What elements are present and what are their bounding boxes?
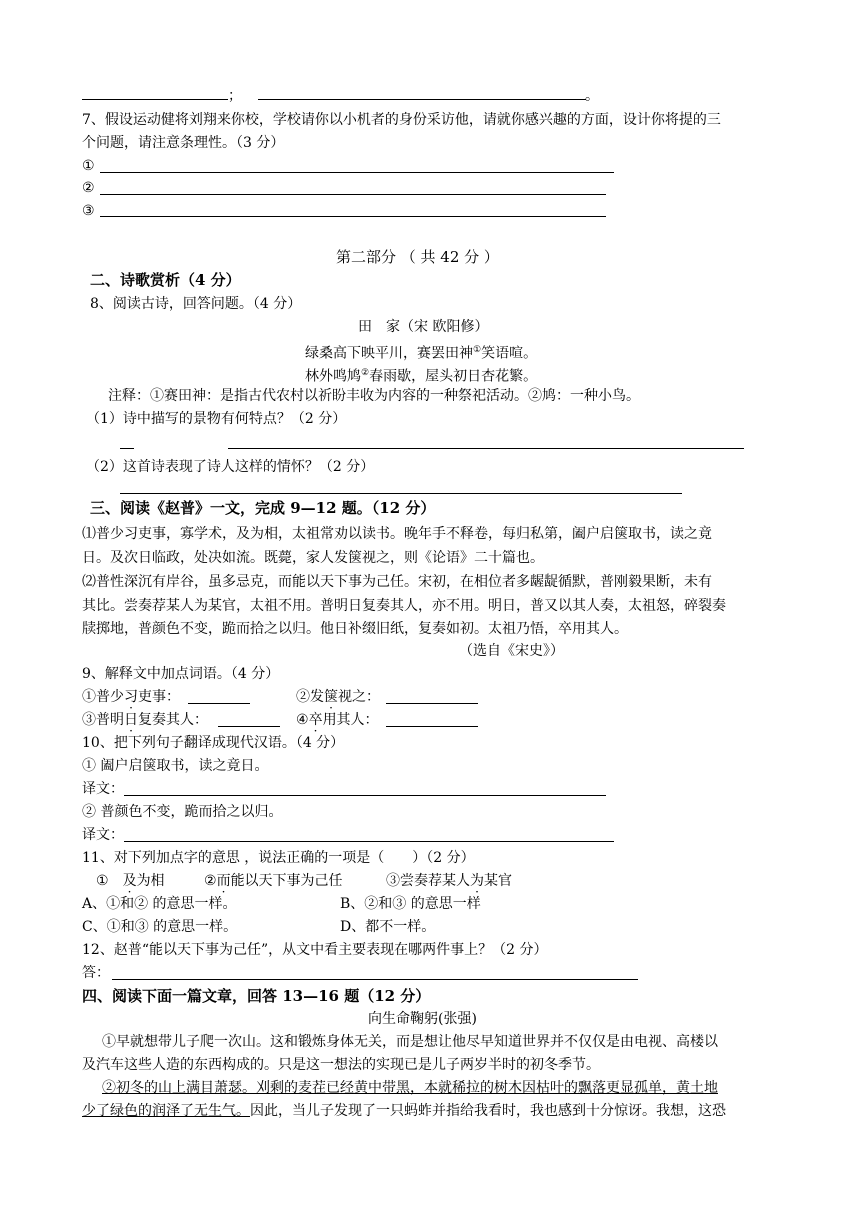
answer-line[interactable] xyxy=(188,703,250,704)
article-p1-line1: ①早就想带儿子爬一次山。这和锻炼身体无关，而是想让他尽早知道世界并不仅仅是由电视、高楼以 xyxy=(102,1034,718,1050)
answer-line[interactable] xyxy=(120,448,134,449)
period: 。 xyxy=(585,88,599,104)
q11-item-2: ②而能以天下事为己任 xyxy=(204,873,343,889)
passage-p1-line1: ⑴普少习吏事，寡学术，及为相，太祖常劝以读书。晚年手不释卷，每归私第，阖户启箧取书，读之竟 xyxy=(82,526,712,542)
article-p2-line1: ②初冬的山上满目萧瑟。刈剩的麦茬已经黄中带黑，本就稀拉的树木因枯叶的飘落更显孤单，黄土地 xyxy=(102,1080,718,1096)
section-heading: 三、阅读《赵普》一文，完成 9—12 题。（12 分） xyxy=(90,499,436,517)
question-11: 11、对下列加点字的意思 ，说法正确的一项是（ ）（2 分） xyxy=(82,850,475,866)
answer-marker-2: ② xyxy=(82,180,95,196)
q11-item-3: ③尝奏荐某人为某官 xyxy=(386,873,512,889)
answer-line[interactable] xyxy=(100,194,606,195)
answer-line[interactable] xyxy=(258,99,586,100)
section-heading: 四、阅读下面一篇文章，回答 13—16 题（12 分） xyxy=(82,987,431,1005)
answer-line[interactable] xyxy=(386,703,478,704)
q9-item-3: ③普明日复奏其人： xyxy=(82,712,208,728)
answer-line[interactable] xyxy=(112,979,638,980)
question-9: 9、解释文中加点词语。（4 分） xyxy=(82,666,280,682)
section-heading: 二、诗歌赏析（4 分） xyxy=(90,271,241,289)
answer-line[interactable] xyxy=(100,172,614,173)
article-p1-line2: 及汽车这些人造的东西构成的。只是这一想法的实现已是儿子两岁半时的初冬季节。 xyxy=(82,1057,600,1073)
q9-item-4: ④卒用其人： xyxy=(296,712,379,728)
question-7-line2: 个问题，请注意条理性。（3 分） xyxy=(82,135,285,151)
option-c[interactable]: C、①和③ 的意思一样。 xyxy=(82,919,238,935)
q11-item-1: ① 及为相 xyxy=(96,873,165,889)
article-title: 向生命鞠躬(张强) xyxy=(368,1011,477,1027)
answer-line[interactable] xyxy=(100,216,606,217)
sub-question-2: （2）这首诗表现了诗人这样的情怀？（2 分） xyxy=(86,459,375,475)
answer-line[interactable] xyxy=(120,493,682,494)
question-7-line1: 7、假设运动健将刘翔来你校，学校请你以小机者的身份采访他，请就你感兴趣的方面，设计你将提的三 xyxy=(82,112,721,128)
question-8: 8、阅读古诗，回答问题。（4 分） xyxy=(90,296,302,312)
answer-line[interactable] xyxy=(124,841,614,842)
q9-item-1: ①普少习吏事： xyxy=(82,689,180,705)
q10-sentence-1: ① 阖户启箧取书，读之竟日。 xyxy=(82,758,269,774)
part-title: 第二部分 （ 共 42 分 ） xyxy=(336,248,499,266)
answer-line[interactable] xyxy=(218,726,280,727)
answer-line[interactable] xyxy=(228,448,744,449)
poem-line-1: 绿桑高下映平川，赛罢田神①笑语喧。 xyxy=(305,345,538,362)
passage-p1-line2: 日。及次日临政，处决如流。既薨，家人发箧视之，则《论语》二十篇也。 xyxy=(82,550,544,566)
translation-label: 译文： xyxy=(82,781,124,797)
answer-line[interactable] xyxy=(124,795,606,796)
passage-source: （选自《宋史》） xyxy=(459,643,564,659)
sub-question-1: （1）诗中描写的景物有何特点？（2 分） xyxy=(86,411,347,427)
question-10: 10、把下列句子翻译成现代汉语。（4 分） xyxy=(82,735,345,751)
answer-marker-3: ③ xyxy=(82,203,95,219)
question-12: 12、赵普“能以天下事为己任”，从文中看主要表现在哪两件事上？（2 分） xyxy=(82,942,548,958)
poem-note: 注释：①赛田神：是指古代农村以祈盼丰收为内容的一种祭祀活动。②鸠：一种小鸟。 xyxy=(108,388,640,404)
q10-sentence-2: ② 普颜色不变，跪而拾之以归。 xyxy=(82,804,283,820)
separator: ； xyxy=(228,88,242,104)
passage-p2-line3: 牍掷地，普颜色不变，跪而拾之以归。他日补缀旧纸，复奏如初。太祖乃悟，卒用其人。 xyxy=(82,621,628,637)
poem-title: 田 家（宋 欧阳修） xyxy=(358,319,489,335)
option-a[interactable]: A、①和② 的意思一样。 xyxy=(82,896,237,912)
answer-line[interactable] xyxy=(386,726,478,727)
passage-p2-line2: 其比。尝奏荐某人为某官，太祖不用。普明日复奏其人，亦不用。明日，普又以其人奏，太祖怒，碎裂奏 xyxy=(82,598,726,614)
answer-line[interactable] xyxy=(82,99,228,100)
option-d[interactable]: D、都不一样。 xyxy=(340,919,436,935)
poem-line-2: 林外鸣鸠②春雨歇，屋头初日杏花繁。 xyxy=(305,368,538,385)
translation-label: 译文： xyxy=(82,827,124,843)
answer-label: 答： xyxy=(82,965,110,981)
option-b[interactable]: B、②和③ 的意思一样 xyxy=(340,896,481,912)
article-p2-line2: 少了绿色的润泽了无生气。因此，当儿子发现了一只蚂蚱并指给我看时，我也感到十分惊讶。我想，这恐 xyxy=(82,1103,726,1119)
q9-item-2: ②发箧视之： xyxy=(296,689,380,705)
passage-p2-line1: ⑵普性深沉有岸谷，虽多忌克，而能以天下事为己任。宋初，在相位者多龌龊循默，普刚毅果断，未有 xyxy=(82,574,712,590)
answer-marker-1: ① xyxy=(82,158,95,174)
